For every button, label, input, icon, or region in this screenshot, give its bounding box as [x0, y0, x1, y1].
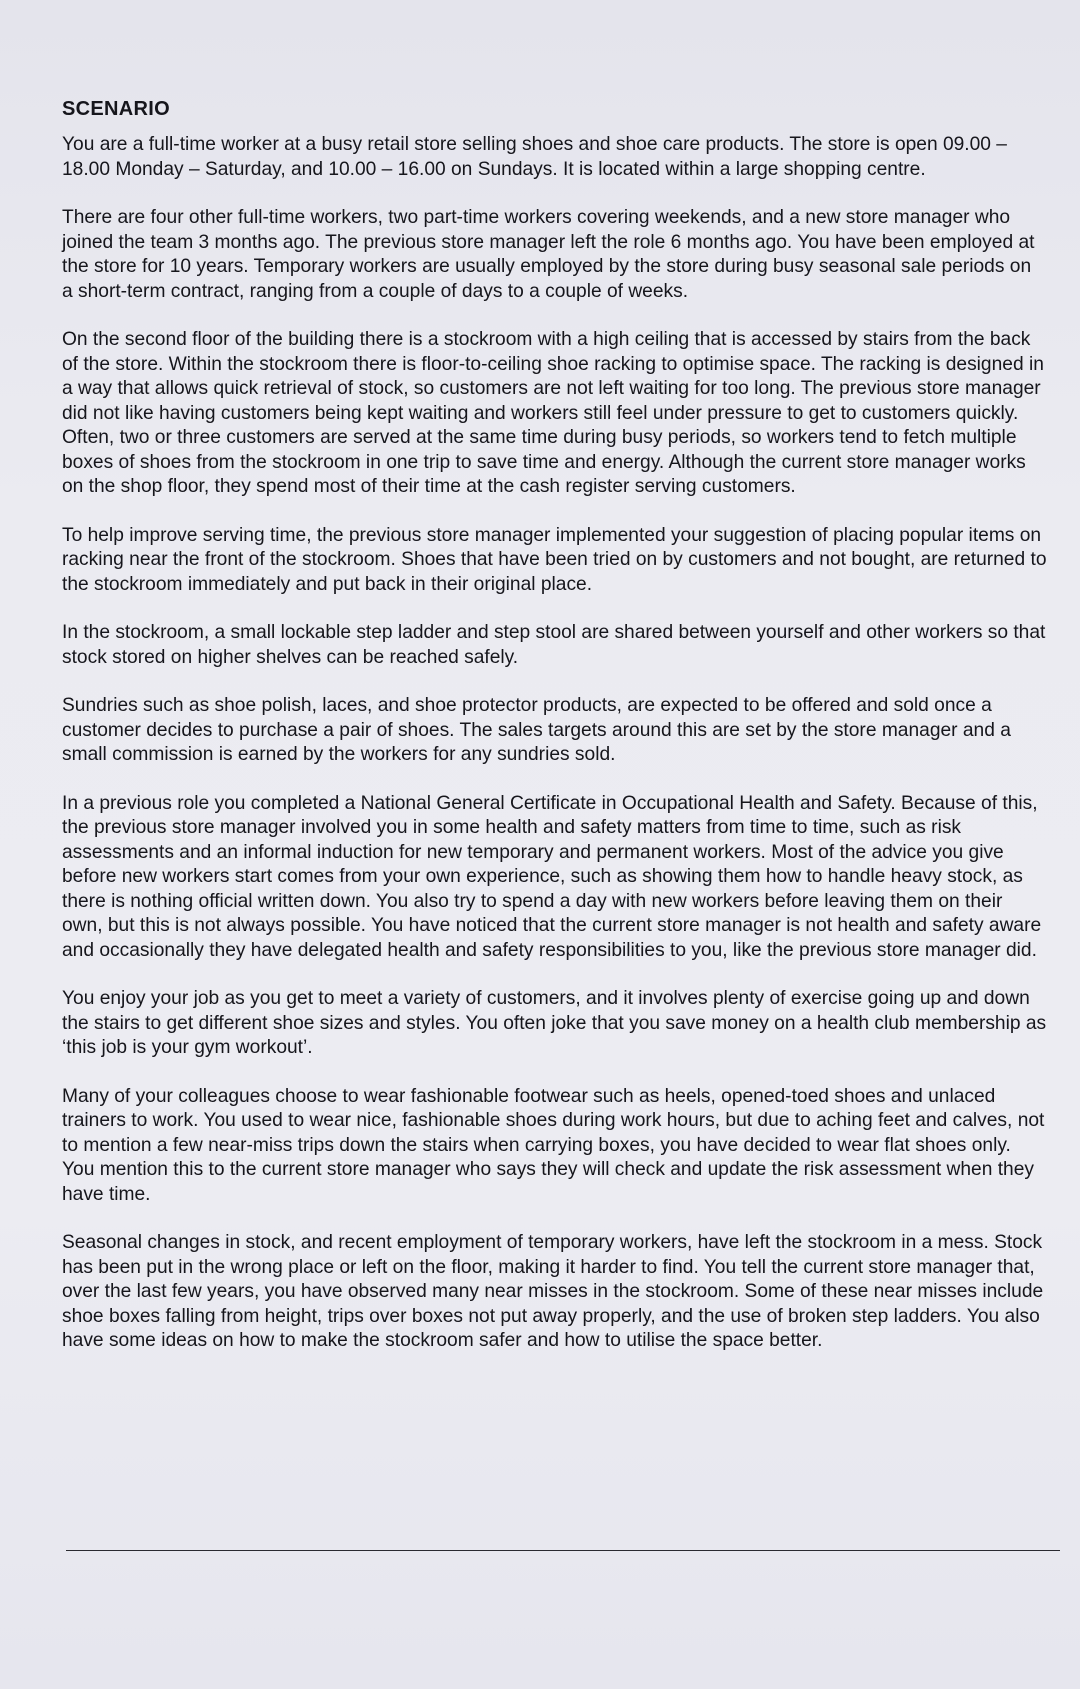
paragraph-staffing: There are four other full-time workers, two part-time workers covering weekends, and a new store manager who joined the team 3 months ago. The previous store manager left the role 6 months ago. You have been employed at the store for 10 years. Temporary workers are usually employed by the store during busy seasonal sale periods on a short-term contract, ranging from a couple of days to a couple of weeks. [62, 207, 1035, 302]
paragraph-job-enjoyment: You enjoy your job as you get to meet a variety of customers, and it involves plenty of exercise going up and down the stairs to get different shoe sizes and styles. You often joke that you save money on a health club membership as ‘this job is your gym workout’. [62, 988, 1047, 1058]
document-body [62, 98, 1047, 1378]
paragraph-footwear: Many of your colleagues choose to wear fashionable footwear such as heels, opened-toed shoes and unlaced trainers to work. You used to wear nice, fashionable shoes during work hours, but due to aching feet and calves, not to mention a few near-miss trips down the stairs when carrying boxes, you have decided to wear flat shoes only. You mention this to the current store manager who says they will check and update the risk assessment when they have time. [62, 1085, 1045, 1205]
bottom-divider-line [66, 1550, 1060, 1551]
paragraph-health-safety-role: In a previous role you completed a National General Certificate in Occupational Health and Safety. Because of this, the previous store manager involved you in some health and safety matters from time to time, such as risk assessments and an informal induction for new temporary and permanent workers. Most of the advice you give before new workers start comes from your own experience, such as showing them how to handle heavy stock, as there is nothing official written down. You also try to spend a day with new workers before leaving them on their own, but this is not always possible. You have noticed that the current store manager is not health and safety aware and occasionally they have delegated health and safety responsibilities to you, like the previous store manager did. [62, 792, 1042, 961]
paragraph-stockroom-mess: Seasonal changes in stock, and recent employment of temporary workers, have left the stockroom in a mess. Stock has been put in the wrong place or left on the floor, making it harder to find. You tell the current store manager that, over the last few years, you have observed many near misses in the stockroom. Some of these near misses include shoe boxes falling from height, trips over boxes not put away properly, and the use of broken step ladders. You also have some ideas on how to make the stockroom safer and how to utilise the space better. [62, 1232, 1044, 1351]
paragraph-store-overview: You are a full-time worker at a busy retail store selling shoes and shoe care products. The store is open 09.00 – 18.00 Monday – Saturday, and 10.00 – 16.00 on Sundays. It is located within a large shopping centre. [62, 134, 1007, 180]
paragraph-sundries: Sundries such as shoe polish, laces, and shoe protector products, are expected to be offered and sold once a customer decides to purchase a pair of shoes. The sales targets around this are set by the store manager and a small commission is earned by the workers for any sundries sold. [62, 695, 1011, 765]
paragraph-step-ladder: In the stockroom, a small lockable step ladder and step stool are shared between yourself and other workers so that stock stored on higher shelves can be reached safely. [62, 622, 1046, 668]
paragraph-serving-time: To help improve serving time, the previous store manager implemented your suggestion of placing popular items on racking near the front of the stockroom. Shoes that have been tried on by customers and not bought, are returned to the stockroom immediately and put back in their original place. [62, 524, 1047, 595]
scenario-heading: SCENARIO [62, 98, 170, 120]
paragraph-stockroom: On the second floor of the building there is a stockroom with a high ceiling that is accessed by stairs from the back of the store. Within the stockroom there is floor-to-ceiling shoe racking to optimise space. The racking is designed in a way that allows quick retrieval of stock, so customers are not left waiting for too long. The previous store manager did not like having customers being kept waiting and workers still feel under pressure to get to customers quickly. Often, two or three customers are served at the same time during busy periods, so workers tend to fetch multiple boxes of shoes from the stockroom in one trip to save time and energy. Although the current store manager works on the shop floor, they spend most of their time at the cash register serving customers. [62, 329, 1044, 497]
